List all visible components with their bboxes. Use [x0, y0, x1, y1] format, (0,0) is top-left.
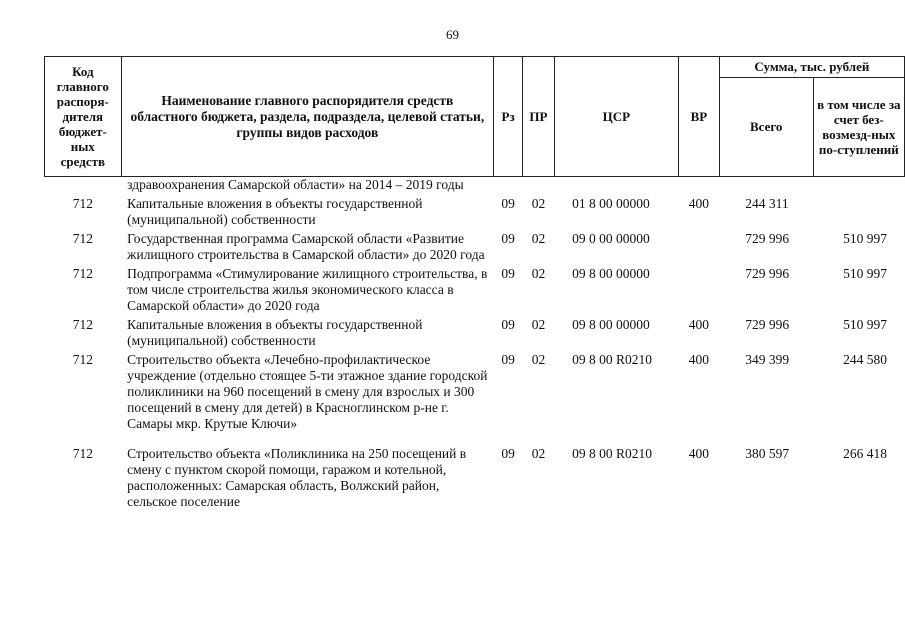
- cell-total: 380 597: [745, 446, 790, 461]
- cell-vr: 400: [688, 196, 709, 211]
- header-sum: Сумма, тыс. рублей: [719, 57, 904, 78]
- cell-vr: 400: [688, 352, 709, 367]
- cell-total: 729 996: [745, 266, 790, 281]
- cell-gratis: [813, 177, 904, 194]
- cell-name: Подпрограмма «Стимулирование жилищного строительства, в том числе строительства жилья экономического класса в Самарской области» до 2020 года: [127, 266, 488, 313]
- cell-code: 712: [72, 317, 93, 332]
- cell-csr: [554, 177, 678, 194]
- cell-total: 729 996: [745, 317, 790, 332]
- header-csr: ЦСР: [554, 57, 678, 177]
- budget-table: [44, 56, 905, 510]
- cell-csr: 09 8 00 R0210: [572, 446, 653, 461]
- cell-gratis: 244 580: [843, 352, 888, 367]
- cell-rz: 09: [501, 231, 515, 246]
- cell-csr: 09 8 00 R0210: [572, 352, 653, 367]
- cell-csr: 09 8 00 00000: [572, 317, 650, 332]
- cell-pr: 02: [531, 446, 546, 461]
- page-number: 69: [446, 27, 459, 42]
- header-vr: ВР: [678, 57, 719, 177]
- cell-gratis: 266 418: [843, 446, 888, 461]
- cell-csr: 01 8 00 00000: [572, 196, 650, 211]
- cell-rz: 09: [501, 352, 515, 367]
- table-row: [45, 177, 905, 194]
- header-code: Код главного распоря-дителя бюджет-ных средств: [45, 57, 122, 177]
- table-row: [45, 228, 905, 263]
- cell-pr: [523, 177, 554, 194]
- table-row: [45, 432, 905, 510]
- cell-rz: 09: [501, 446, 515, 461]
- cell-total: [719, 177, 813, 194]
- header-pr: ПР: [523, 57, 554, 177]
- cell-gratis: [813, 193, 904, 228]
- cell-vr: [678, 228, 719, 263]
- table-row: [45, 263, 905, 314]
- cell-pr: 02: [531, 352, 546, 367]
- cell-pr: 02: [531, 196, 546, 211]
- header-total: Всего: [719, 77, 813, 177]
- cell-code: 712: [72, 352, 93, 367]
- cell-total: 729 996: [745, 231, 790, 246]
- cell-vr: [678, 263, 719, 314]
- cell-csr: 09 8 00 00000: [572, 266, 650, 281]
- cell-name: Строительство объекта «Поликлиника на 250 посещений в смену с пунктом скорой помощи, гаражом и котельной, расположенных: Самарская область, Волжский район, сельское поселение: [127, 446, 467, 509]
- cell-vr: 400: [688, 317, 709, 332]
- header-name: Наименование главного распорядителя средств областного бюджета, раздела, подраздела, целевой статьи, группы видов расходов: [121, 57, 493, 177]
- cell-total: 349 399: [745, 352, 790, 367]
- table-row: [45, 349, 905, 432]
- cell-name: Строительство объекта «Лечебно-профилактическое учреждение (отдельно стоящее 5-ти этажное здание городской поликлиники на 960 посещений в смену для взрослых и 300 посещений в смену для детей) в Красноглинском р-не г. Самары мкр. Крутые Ключи»: [127, 352, 488, 431]
- cell-code: 712: [72, 231, 93, 246]
- cell-code: 712: [72, 266, 93, 281]
- cell-pr: 02: [531, 231, 546, 246]
- table-row: [45, 193, 905, 228]
- cell-vr: 400: [688, 446, 709, 461]
- cell-code: [45, 177, 122, 194]
- header-gratis: в том числе за счет без-возмезд-ных по-ступлений: [813, 77, 904, 177]
- cell-rz: 09: [501, 266, 515, 281]
- cell-name: здравоохранения Самарской области» на 2014 – 2019 годы: [127, 177, 464, 192]
- cell-rz: [494, 177, 523, 194]
- header-rz: Рз: [494, 57, 523, 177]
- cell-gratis: 510 997: [843, 317, 888, 332]
- cell-rz: 09: [501, 317, 515, 332]
- cell-pr: 02: [531, 317, 546, 332]
- cell-code: 712: [72, 446, 93, 461]
- cell-code: 712: [72, 196, 93, 211]
- cell-gratis: 510 997: [843, 266, 888, 281]
- cell-total: 244 311: [745, 196, 789, 211]
- cell-pr: 02: [531, 266, 546, 281]
- table-row: [45, 314, 905, 349]
- cell-name: Капитальные вложения в объекты государственной (муниципальной) собственности: [127, 317, 423, 348]
- cell-name: Государственная программа Самарской области «Развитие жилищного строительства в Самарской области» до 2020 года: [127, 231, 485, 262]
- cell-vr: [678, 177, 719, 194]
- cell-gratis: 510 997: [843, 231, 888, 246]
- table-body: [45, 177, 905, 511]
- table-header: [45, 57, 905, 177]
- cell-name: Капитальные вложения в объекты государственной (муниципальной) собственности: [127, 196, 423, 227]
- cell-rz: 09: [501, 196, 515, 211]
- cell-csr: 09 0 00 00000: [572, 231, 650, 246]
